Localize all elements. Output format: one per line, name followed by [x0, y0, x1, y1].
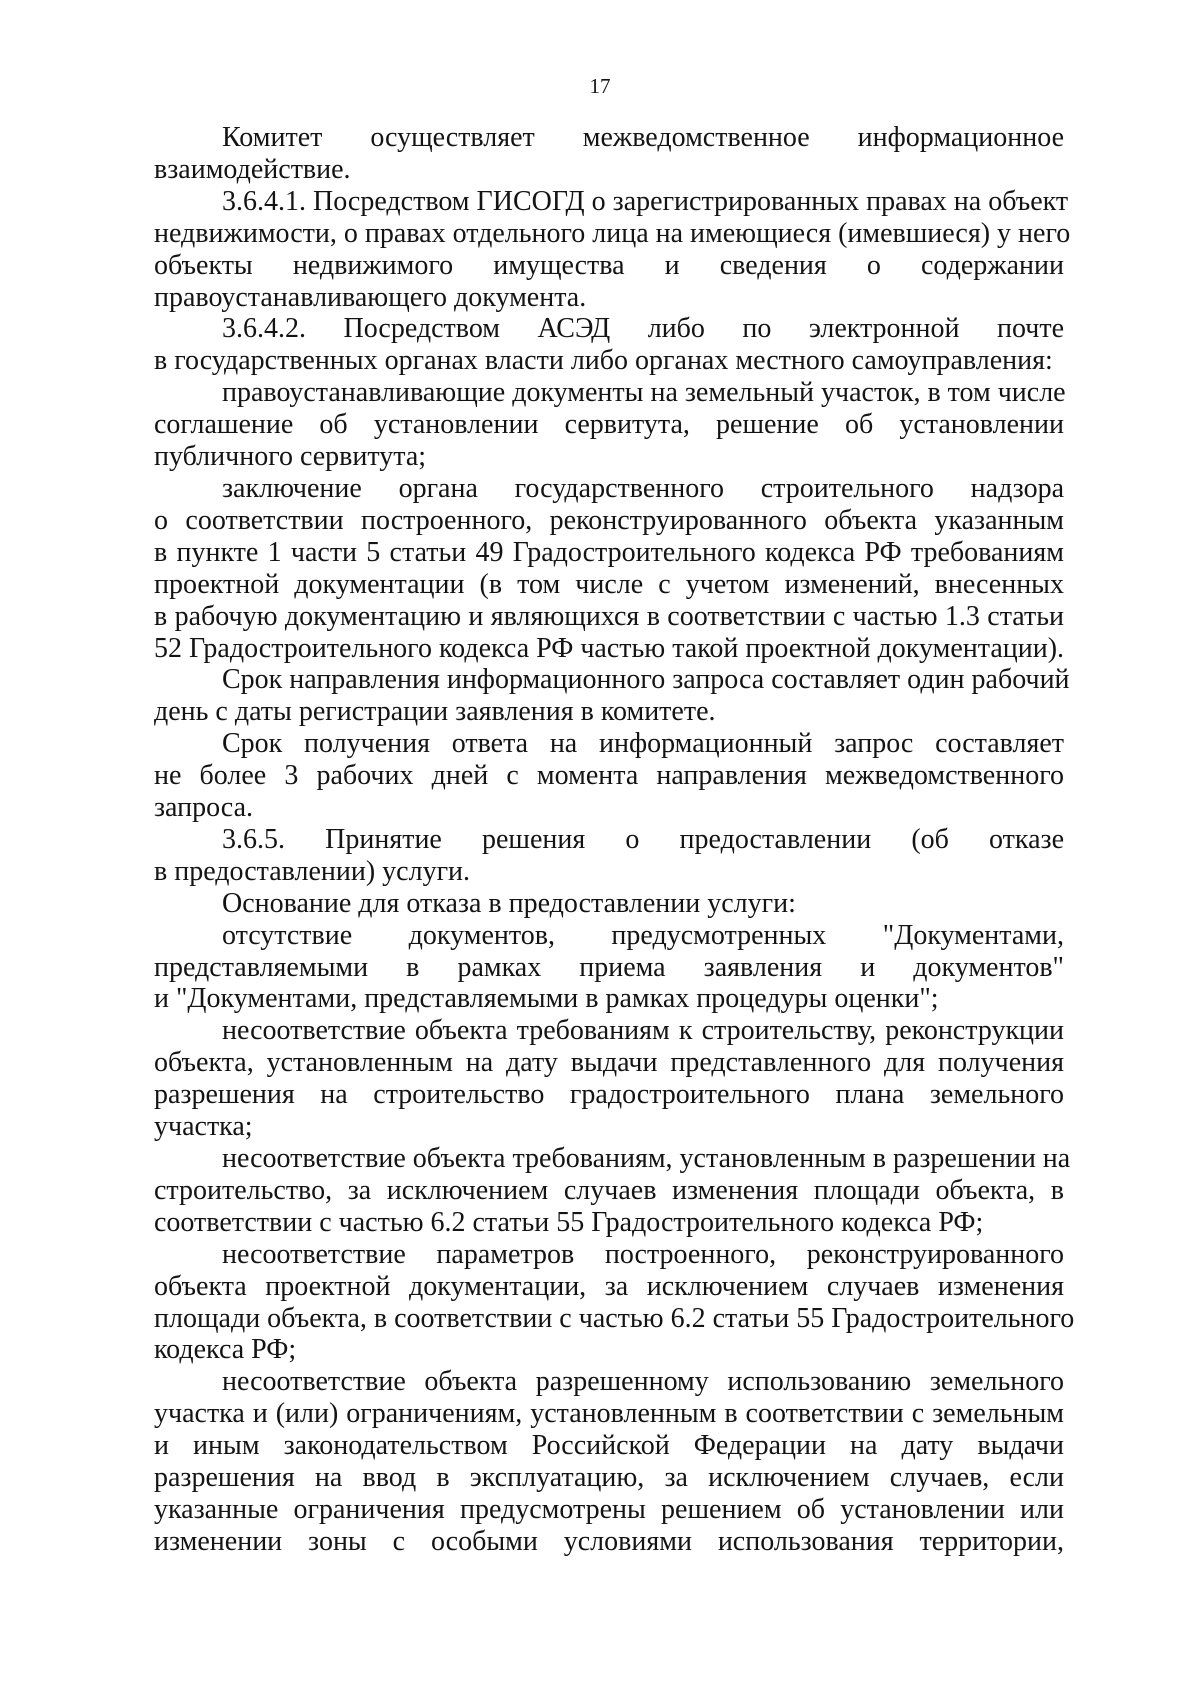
text-line: в государственных органах власти либо органах местного самоуправления: — [154, 345, 1053, 377]
text-line: в пункте 1 части 5 статьи 49 Градостроительного кодекса РФ требованиям — [154, 536, 1064, 568]
text-line: 52 Градостроительного кодекса РФ частью такой проектной документации). — [154, 632, 1065, 664]
text-line: объекта проектной документации, за исключением случаев изменения — [154, 1270, 1064, 1302]
text-line: и "Документами, представляемыми в рамках процедуры оценки"; — [154, 983, 939, 1015]
text-line: запроса. — [154, 792, 253, 824]
text-line: Комитет осуществляет межведомственное информационное — [222, 122, 1064, 153]
text-line: площади объекта, в соответствии с частью 6.2 статьи 55 Градостроительного — [154, 1302, 1075, 1334]
text-line: разрешения на ввод в эксплуатацию, за исключением случаев, если — [154, 1462, 1064, 1494]
text-line: правоустанавливающие документы на земельный участок, в том числе — [222, 377, 1066, 409]
text-line: несоответствие объекта разрешенному использованию земельного — [222, 1366, 1064, 1398]
text-line: заключение органа государственного строительного надзора — [222, 472, 1064, 504]
text-line: недвижимости, о правах отдельного лица на имеющиеся (имевшиеся) у него — [154, 217, 1071, 249]
text-line: день с даты регистрации заявления в комитете. — [154, 696, 716, 728]
text-line: несоответствие объекта требованиям к строительству, реконструкции — [222, 1015, 1064, 1047]
text-line: объекты недвижимого имущества и сведения о содержании — [154, 249, 1064, 281]
text-line: изменении зоны с особыми условиями использования территории, — [154, 1525, 1064, 1557]
text-line: представляемыми в рамках приема заявления и документов" — [154, 951, 1064, 983]
text-line: строительство, за исключением случаев изменения площади объекта, в — [154, 1174, 1064, 1206]
page-number: 17 — [589, 74, 611, 98]
text-line: проектной документации (в том числе с учетом изменений, внесенных — [154, 568, 1064, 600]
text-line: 3.6.5. Принятие решения о предоставлении (об отказе — [222, 823, 1064, 855]
text-line: в предоставлении) услуги. — [154, 855, 471, 887]
document-body — [154, 122, 1075, 1558]
text-line: отсутствие документов, предусмотренных "Документами, — [222, 919, 1064, 951]
text-line: о соответствии построенного, реконструированного объекта указанным — [154, 504, 1064, 536]
text-line: 3.6.4.2. Посредством АСЭД либо по электронной почте — [222, 313, 1064, 345]
text-line: публичного сервитута; — [154, 441, 427, 473]
text-line: Срок направления информационного запроса составляет один рабочий — [222, 664, 1070, 696]
text-line: правоустанавливающего документа. — [154, 281, 587, 313]
text-line: Основание для отказа в предоставлении услуги: — [222, 887, 796, 919]
text-line: Срок получения ответа на информационный запрос составляет — [222, 728, 1064, 760]
text-line: участка; — [154, 1111, 253, 1143]
text-line: указанные ограничения предусмотрены решением об установлении или — [154, 1493, 1064, 1525]
text-line: в рабочую документацию и являющихся в соответствии с частью 1.3 статьи — [154, 600, 1064, 632]
text-line: и иным законодательством Российской Федерации на дату выдачи — [154, 1430, 1064, 1462]
text-line: соответствии с частью 6.2 статьи 55 Градостроительного кодекса РФ; — [154, 1206, 984, 1238]
text-line: объекта, установленным на дату выдачи представленного для получения — [154, 1047, 1064, 1079]
text-line: несоответствие параметров построенного, реконструированного — [222, 1238, 1064, 1270]
text-line: несоответствие объекта требованиям, установленным в разрешении на — [222, 1143, 1071, 1174]
text-line: разрешения на строительство градостроительного плана земельного — [154, 1079, 1064, 1111]
text-line: участка и (или) ограничениям, установленным в соответствии с земельным — [154, 1398, 1064, 1430]
text-line: 3.6.4.1. Посредством ГИСОГД о зарегистрированных правах на объект — [222, 185, 1069, 217]
text-line: соглашение об установлении сервитута, решение об установлении — [154, 409, 1064, 441]
text-line: не более 3 рабочих дней с момента направления межведомственного — [154, 760, 1064, 792]
text-line: взаимодействие. — [154, 153, 351, 185]
text-line: кодекса РФ; — [154, 1334, 297, 1366]
